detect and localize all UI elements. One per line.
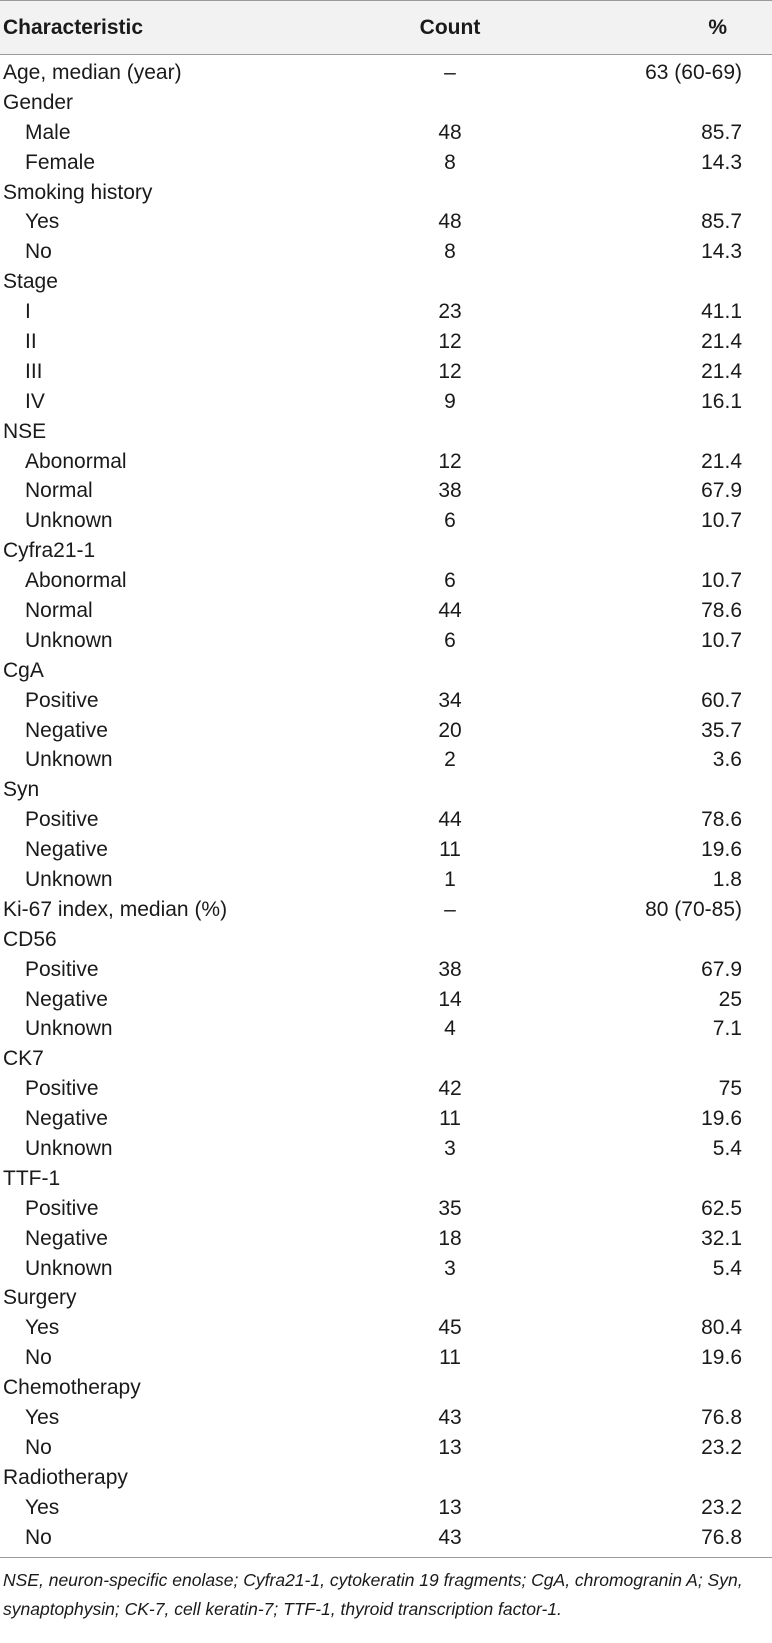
header-count: Count xyxy=(419,15,481,39)
cell-count: 20 xyxy=(438,718,462,742)
cell-characteristic: Gender xyxy=(3,90,74,114)
cell-characteristic: No xyxy=(25,1435,52,1459)
table-row-sub xyxy=(0,297,772,327)
cell-percent: 76.8 xyxy=(701,1525,742,1549)
cell-percent: 21.4 xyxy=(701,359,742,383)
table-row-sub xyxy=(0,387,772,417)
cell-characteristic: Unknown xyxy=(25,1256,113,1280)
cell-characteristic: Chemotherapy xyxy=(3,1376,141,1400)
cell-characteristic: Smoking history xyxy=(3,180,153,204)
cell-percent: 10.7 xyxy=(701,628,742,652)
table-row-sub xyxy=(0,1224,772,1254)
table-row-sub xyxy=(0,1493,772,1523)
cell-characteristic: Unknown xyxy=(25,509,113,533)
cell-characteristic: Unknown xyxy=(25,748,113,772)
cell-characteristic: Unknown xyxy=(25,1017,113,1041)
cell-characteristic: Positive xyxy=(25,1196,99,1220)
cell-characteristic: Male xyxy=(25,120,71,144)
header-characteristic: Characteristic xyxy=(3,15,144,39)
cell-count: 48 xyxy=(438,210,462,234)
cell-count: 12 xyxy=(438,359,462,383)
cell-characteristic: Negative xyxy=(25,987,108,1011)
table-row-group xyxy=(0,1284,772,1314)
cell-count: 13 xyxy=(438,1495,462,1519)
cell-characteristic: Yes xyxy=(25,210,60,234)
cell-percent: 23.2 xyxy=(701,1495,742,1519)
cell-characteristic: Cyfra21-1 xyxy=(3,539,96,563)
cell-characteristic: Unknown xyxy=(25,867,113,891)
table-row-group xyxy=(0,1044,772,1074)
cell-percent: 80 (70-85) xyxy=(645,897,742,921)
cell-percent: 35.7 xyxy=(701,718,742,742)
cell-characteristic: IV xyxy=(25,389,45,413)
table-row-group xyxy=(0,267,772,297)
table-row-sub xyxy=(0,476,772,506)
table-row-sub xyxy=(0,1254,772,1284)
table-row-sub xyxy=(0,1015,772,1045)
table-row-sub xyxy=(0,1403,772,1433)
cell-percent: 10.7 xyxy=(701,509,742,533)
cell-count: – xyxy=(444,60,456,84)
cell-percent: 76.8 xyxy=(701,1406,742,1430)
cell-characteristic: CD56 xyxy=(3,927,57,951)
cell-percent: 19.6 xyxy=(701,1346,742,1370)
table-row-group xyxy=(0,1164,772,1194)
cell-count: 8 xyxy=(444,240,456,264)
cell-percent: 67.9 xyxy=(701,479,742,503)
table-row-sub xyxy=(0,1313,772,1343)
cell-count: 13 xyxy=(438,1435,462,1459)
cell-percent: 75 xyxy=(718,1077,742,1101)
table-row-sub xyxy=(0,357,772,387)
cell-count: 34 xyxy=(438,688,462,712)
cell-characteristic: No xyxy=(25,1346,52,1370)
cell-characteristic: Age, median (year) xyxy=(3,60,182,84)
cell-characteristic: Syn xyxy=(3,778,40,802)
table-row-sub xyxy=(0,118,772,148)
cell-percent: 80.4 xyxy=(701,1316,742,1340)
cell-percent: 14.3 xyxy=(701,150,742,174)
cell-percent: 63 (60-69) xyxy=(645,60,742,84)
cell-characteristic: Unknown xyxy=(25,628,113,652)
cell-percent: 5.4 xyxy=(712,1256,742,1280)
cell-percent: 3.6 xyxy=(712,748,742,772)
table-row-sub xyxy=(0,1134,772,1164)
cell-characteristic: Ki-67 index, median (%) xyxy=(3,897,228,921)
cell-percent: 14.3 xyxy=(701,240,742,264)
cell-count: 14 xyxy=(438,987,462,1011)
cell-characteristic: Yes xyxy=(25,1316,60,1340)
table-row-sub xyxy=(0,626,772,656)
cell-characteristic: Abonormal xyxy=(25,449,127,473)
cell-count: 23 xyxy=(438,300,462,324)
cell-characteristic: III xyxy=(25,359,43,383)
cell-characteristic: Unknown xyxy=(25,1137,113,1160)
cell-characteristic: Stage xyxy=(3,270,58,294)
cell-percent: 5.4 xyxy=(712,1137,742,1160)
header-percent: % xyxy=(708,15,727,39)
cell-count: 6 xyxy=(444,569,456,593)
table-row-group xyxy=(0,417,772,447)
cell-count: 11 xyxy=(439,1346,461,1370)
cell-characteristic: Negative xyxy=(25,718,108,742)
cell-count: 9 xyxy=(444,389,456,413)
cell-count: 43 xyxy=(438,1525,462,1549)
cell-characteristic: Positive xyxy=(25,1077,99,1101)
cell-count: 8 xyxy=(444,150,456,174)
cell-characteristic: No xyxy=(25,240,52,264)
table-body xyxy=(0,55,772,1553)
cell-count: 48 xyxy=(438,120,462,144)
cell-characteristic: Negative xyxy=(25,1226,108,1250)
cell-characteristic: Negative xyxy=(25,838,108,862)
table-row-sub xyxy=(0,985,772,1015)
table-row-sub xyxy=(0,207,772,237)
cell-percent: 32.1 xyxy=(701,1226,742,1250)
table-row-sub xyxy=(0,148,772,178)
table-row-sub xyxy=(0,686,772,716)
table-row-sub xyxy=(0,865,772,895)
cell-characteristic: CK7 xyxy=(3,1047,44,1071)
table-row-group xyxy=(0,1373,772,1403)
table-row-sub xyxy=(0,1433,772,1463)
cell-percent: 60.7 xyxy=(701,688,742,712)
cell-characteristic: Yes xyxy=(25,1406,60,1430)
table-row-sub xyxy=(0,1343,772,1373)
cell-percent: 19.6 xyxy=(701,838,742,862)
cell-count: 38 xyxy=(438,479,462,503)
table-row-group xyxy=(0,58,772,88)
cell-count: 4 xyxy=(444,1017,456,1041)
cell-percent: 21.4 xyxy=(701,449,742,473)
cell-percent: 21.4 xyxy=(701,329,742,353)
table-row-sub xyxy=(0,1523,772,1553)
cell-characteristic: Female xyxy=(25,150,96,174)
cell-characteristic: TTF-1 xyxy=(3,1166,61,1190)
cell-count: 3 xyxy=(444,1137,456,1160)
table-row-sub xyxy=(0,745,772,775)
cell-percent: 78.6 xyxy=(701,598,742,622)
cell-count: 45 xyxy=(438,1316,462,1340)
table-header-row xyxy=(0,0,772,55)
cell-characteristic: Positive xyxy=(25,957,99,981)
cell-percent: 7.1 xyxy=(712,1017,742,1041)
cell-count: – xyxy=(444,897,456,921)
table-row-sub xyxy=(0,1074,772,1104)
cell-count: 44 xyxy=(438,808,462,832)
table-row-sub xyxy=(0,835,772,865)
cell-count: 42 xyxy=(438,1077,462,1101)
table-row-group xyxy=(0,775,772,805)
table-row-sub xyxy=(0,447,772,477)
cell-characteristic: No xyxy=(25,1525,52,1549)
cell-percent: 78.6 xyxy=(701,808,742,832)
cell-count: 3 xyxy=(444,1256,456,1280)
cell-count: 1 xyxy=(444,867,456,891)
table-footnote: NSE, neuron-specific enolase; Cyfra21-1, cytokeratin 19 fragments; CgA, chromogranin A; Syn, synaptophysin; CK-7, cell keratin-7; TTF-1, thyroid transcription factor-1. xyxy=(3,1569,743,1619)
table-row-sub xyxy=(0,506,772,536)
cell-count: 43 xyxy=(438,1406,462,1430)
table-row-group xyxy=(0,88,772,118)
table-row-sub xyxy=(0,237,772,267)
cell-characteristic: Positive xyxy=(25,688,99,712)
cell-characteristic: Normal xyxy=(25,479,93,503)
cell-count: 35 xyxy=(438,1196,462,1220)
cell-characteristic: Negative xyxy=(25,1107,108,1131)
cell-characteristic: Normal xyxy=(25,598,93,622)
table-row-sub xyxy=(0,566,772,596)
cell-percent: 85.7 xyxy=(701,210,742,234)
cell-percent: 10.7 xyxy=(701,569,742,593)
cell-count: 2 xyxy=(444,748,456,772)
cell-percent: 85.7 xyxy=(701,120,742,144)
table-row-sub xyxy=(0,805,772,835)
cell-count: 11 xyxy=(439,838,461,862)
cell-characteristic: Abonormal xyxy=(25,569,127,593)
table-row-sub xyxy=(0,596,772,626)
table-row-group xyxy=(0,925,772,955)
table-row-sub xyxy=(0,716,772,746)
table-row-sub xyxy=(0,1194,772,1224)
cell-characteristic: Positive xyxy=(25,808,99,832)
cell-count: 38 xyxy=(438,957,462,981)
cell-percent: 1.8 xyxy=(712,867,742,891)
cell-characteristic: II xyxy=(25,329,37,353)
cell-count: 12 xyxy=(438,449,462,473)
table-row-group xyxy=(0,656,772,686)
table-row-group xyxy=(0,895,772,925)
cell-count: 6 xyxy=(444,628,456,652)
cell-characteristic: Surgery xyxy=(3,1286,77,1310)
table-row-sub xyxy=(0,955,772,985)
cell-percent: 25 xyxy=(718,987,742,1011)
cell-characteristic: Yes xyxy=(25,1495,60,1519)
table-row-sub xyxy=(0,1104,772,1134)
table-row-group xyxy=(0,1463,772,1493)
cell-percent: 23.2 xyxy=(701,1435,742,1459)
cell-percent: 19.6 xyxy=(701,1107,742,1131)
cell-characteristic: NSE xyxy=(3,419,47,443)
cell-count: 11 xyxy=(439,1107,461,1131)
table-row-group xyxy=(0,536,772,566)
cell-characteristic: CgA xyxy=(3,658,44,682)
cell-count: 18 xyxy=(438,1226,462,1250)
table-row-group xyxy=(0,178,772,208)
cell-percent: 16.1 xyxy=(701,389,742,413)
cell-percent: 62.5 xyxy=(701,1196,742,1220)
cell-count: 6 xyxy=(444,509,456,533)
table-row-sub xyxy=(0,327,772,357)
cell-count: 12 xyxy=(438,329,462,353)
cell-count: 44 xyxy=(438,598,462,622)
cell-percent: 41.1 xyxy=(701,300,742,324)
cell-percent: 67.9 xyxy=(701,957,742,981)
cell-characteristic: Radiotherapy xyxy=(3,1465,128,1489)
cell-characteristic: I xyxy=(25,300,31,324)
